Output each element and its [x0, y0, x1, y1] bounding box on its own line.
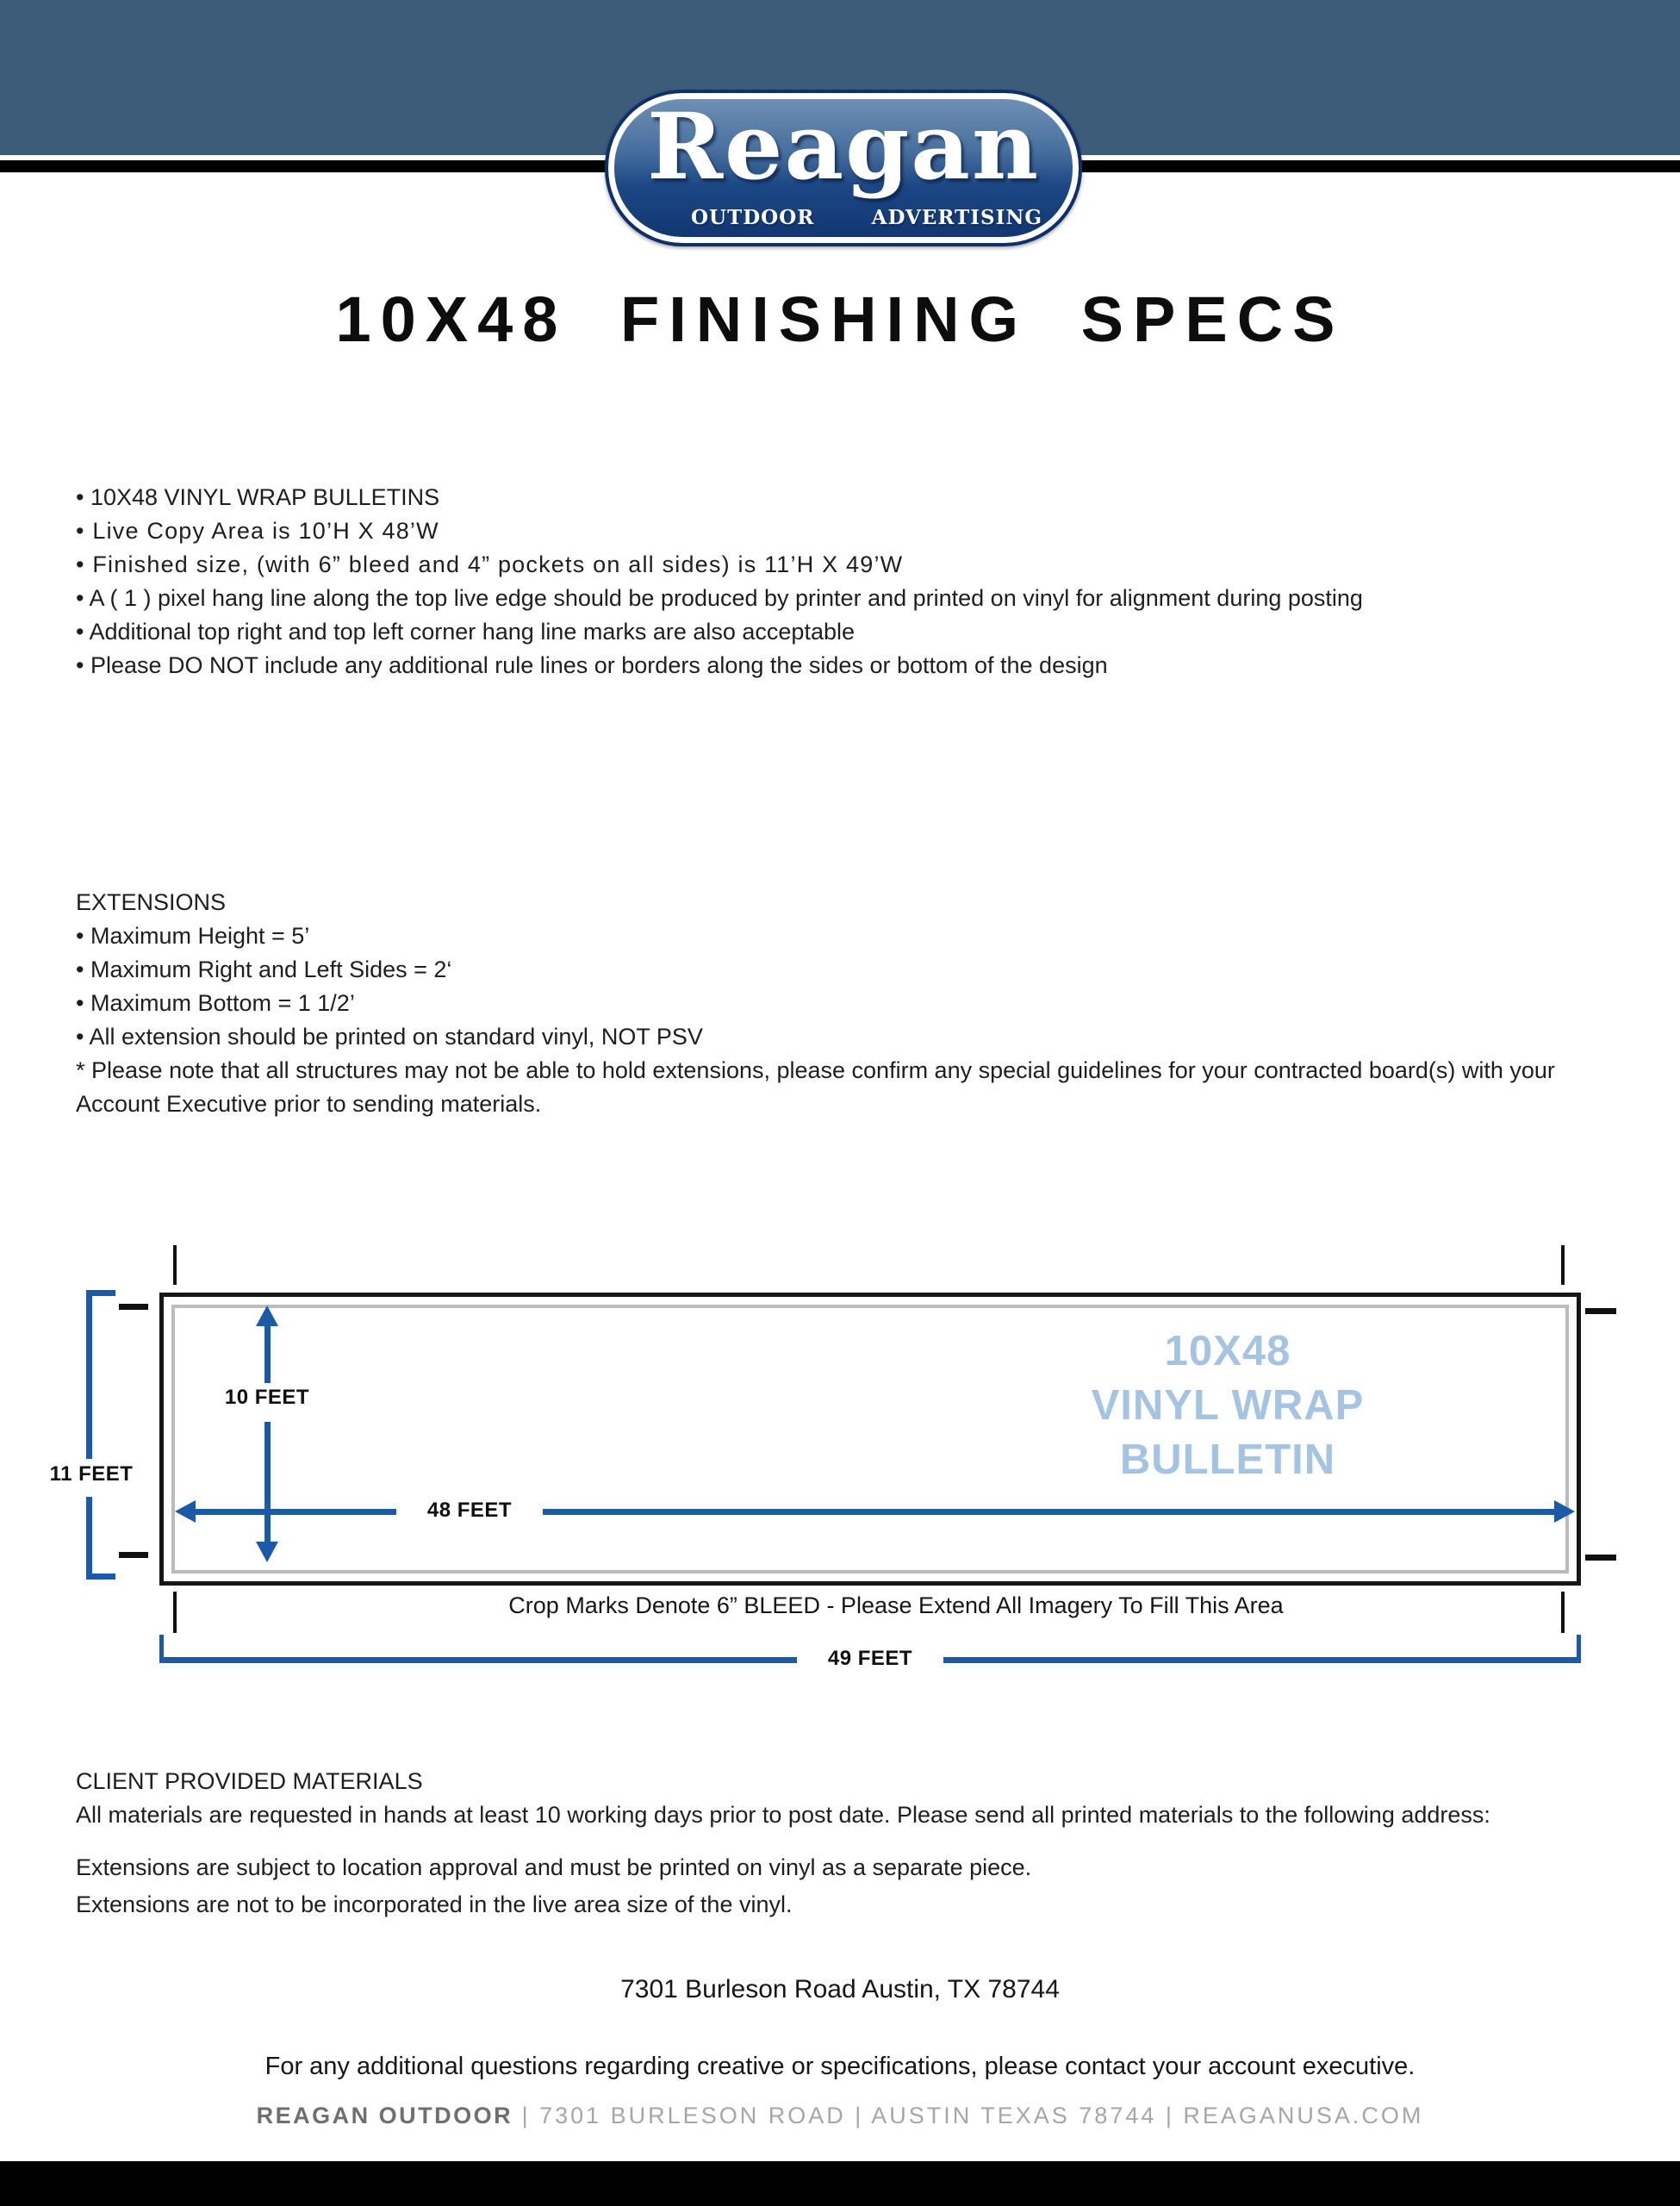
crop-marks-note: Crop Marks Denote 6” BLEED - Please Extend All Imagery To Fill This Area [508, 1592, 1284, 1618]
spec-bullet: • Finished size, (with 6” bleed and 4” pockets on all sides) is 11’H X 49’W [76, 552, 904, 577]
bracket-upper-line [86, 1290, 92, 1459]
logo-brand-text: Reagan [646, 92, 1041, 200]
spec-bullet: • Live Copy Area is 10’H X 48’W [76, 518, 439, 544]
client-materials-line: All materials are requested in hands at least 10 working days prior to post date. Please send all printed materials to the following address: [76, 1802, 1490, 1828]
spacer [76, 1832, 1627, 1851]
bleed-dash-right-top [1585, 1308, 1616, 1314]
bleed-dash-left-bottom [119, 1552, 148, 1558]
crop-mark-top-left [173, 1245, 177, 1285]
client-materials-line: Extensions are not to be incorporated in the live area size of the vinyl. [76, 1891, 793, 1917]
footer-details: | 7301 BURLESON ROAD | AUSTIN TEXAS 78744 | REAGANUSA.COM [513, 2103, 1424, 2128]
crop-mark-bottom-right [1561, 1592, 1565, 1633]
bleed-dash-left-top [119, 1304, 148, 1310]
right-arrowhead [1554, 1500, 1575, 1523]
spec-bullet-list [76, 481, 1627, 682]
width-49ft-label: 49 FEET [797, 1647, 943, 1671]
v-arrow-lower-line [264, 1422, 271, 1545]
left-arrowhead [175, 1500, 196, 1523]
crop-mark-top-right [1561, 1245, 1565, 1285]
extensions-section [76, 886, 1627, 1121]
49ft-right-cap [1577, 1635, 1581, 1663]
bulletin-label-line1: 10X48 [1164, 1328, 1291, 1374]
bulletin-label-line2: VINYL WRAP [1091, 1382, 1365, 1429]
client-materials-line: Extensions are subject to location approval and must be printed on vinyl as a separate piece. [76, 1854, 1032, 1880]
h-arrow-left-line [194, 1509, 396, 1515]
extensions-bullet: • Maximum Bottom = 1 1/2’ [76, 990, 355, 1016]
49ft-left-line [159, 1657, 797, 1663]
footer [0, 2103, 1680, 2129]
spec-bullet: • Additional top right and top left corner hang line marks are also acceptable [76, 619, 855, 645]
bulletin-label-line3: BULLETIN [1119, 1436, 1336, 1483]
extensions-heading: EXTENSIONS [76, 889, 227, 915]
down-arrowhead [256, 1542, 278, 1562]
spec-bullet: • Please DO NOT include any additional rule lines or borders along the sides or bottom of the design [76, 652, 1108, 678]
spec-bullet: • 10X48 VINYL WRAP BULLETINS [76, 484, 440, 510]
v-arrow-upper-line [264, 1323, 271, 1383]
bracket-lower-line [86, 1497, 92, 1580]
logo-outdoor-text: OUTDOOR [691, 206, 815, 229]
bracket-bottom-cap [86, 1573, 115, 1580]
footer-brand: REAGAN OUTDOOR [256, 2103, 513, 2128]
contact-note: For any additional questions regarding creative or specifications, please contact your account executive. [264, 2053, 1416, 2080]
extensions-bullet: • Maximum Height = 5’ [76, 923, 310, 949]
bulletin-diagram [34, 1245, 1646, 1693]
reagan-logo [605, 90, 1082, 246]
logo-advertising-text: ADVERTISING [871, 206, 1042, 229]
client-materials-section [76, 1765, 1627, 1925]
bottom-black-bar [0, 2161, 1680, 2206]
mailing-address: 7301 Burleson Road Austin, TX 78744 [620, 1975, 1060, 2003]
width-48ft-label: 48 FEET [396, 1499, 543, 1523]
height-10ft-label: 10 FEET [205, 1386, 329, 1410]
h-arrow-right-line [543, 1509, 1556, 1515]
extensions-bullet: • Maximum Right and Left Sides = 2‘ [76, 957, 452, 982]
bulletin-label [948, 1324, 1508, 1487]
bleed-dash-right-bottom [1585, 1555, 1616, 1561]
crop-mark-bottom-left [173, 1592, 177, 1633]
extensions-bullet: • All extension should be printed on standard vinyl, NOT PSV [76, 1024, 703, 1050]
client-materials-heading: CLIENT PROVIDED MATERIALS [76, 1768, 423, 1794]
page-title: 10X48 FINISHING SPECS [335, 284, 1345, 355]
extensions-note: * Please note that all structures may not be able to hold extensions, please confirm any special guidelines for your contracted board(s) with your Account Executive prior to sending materials. [76, 1057, 1555, 1117]
49ft-right-line [943, 1657, 1581, 1663]
height-11ft-label: 11 FEET [34, 1462, 148, 1486]
spec-bullet: • A ( 1 ) pixel hang line along the top live edge should be produced by printer and printed on vinyl for alignment during posting [76, 585, 1363, 611]
